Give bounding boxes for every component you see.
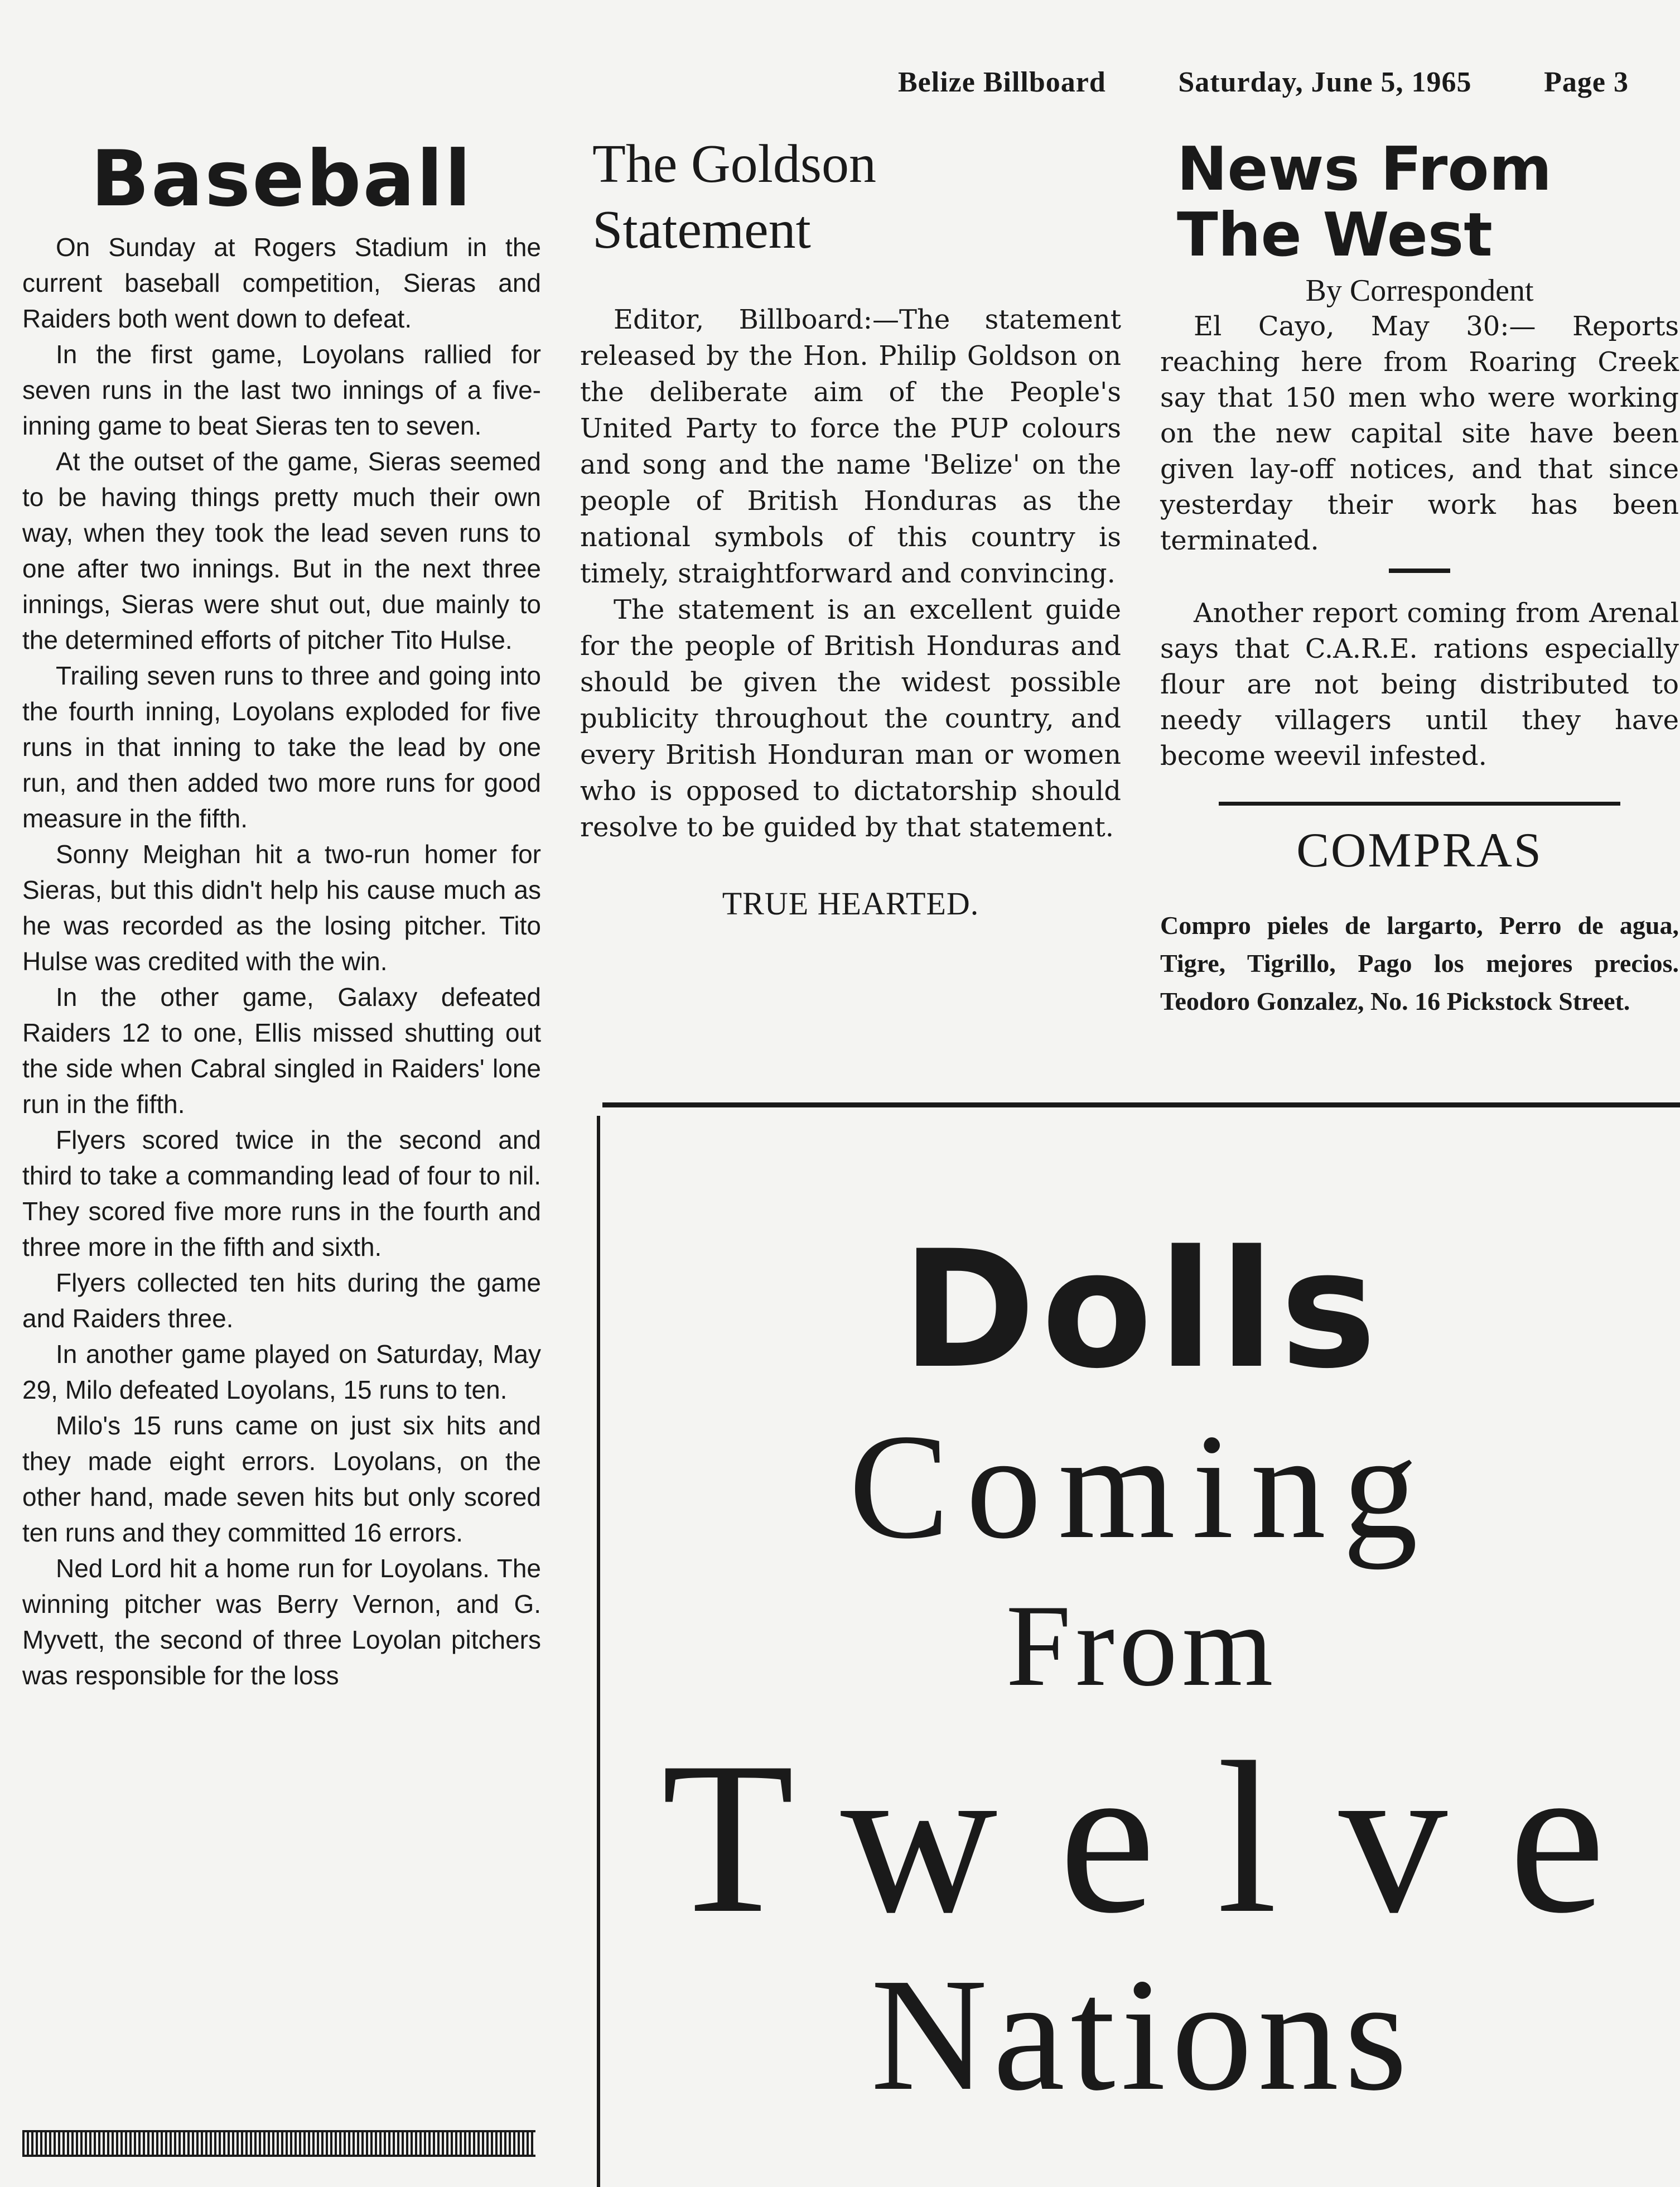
section-divider bbox=[1219, 802, 1620, 806]
ad-line-from: From bbox=[1006, 1581, 1278, 1711]
ad-line-coming: Coming bbox=[848, 1403, 1435, 1570]
ad-line-dolls: Dolls bbox=[901, 1216, 1382, 1404]
paper-name: Belize Billboard bbox=[898, 66, 1106, 98]
goldson-headline-line2: Statement bbox=[592, 200, 811, 260]
article-paragraph: At the outset of the game, Sieras seemed to be having things pretty much their own way, when they took the lead seven runs to one after two innings. But in the next three innings, Sieras were shut out, due mainly to the determined efforts of pitcher Tito Hulse. bbox=[22, 447, 541, 654]
goldson-headline-line1: The Goldson bbox=[592, 134, 876, 194]
baseball-headline: Baseball bbox=[90, 134, 473, 224]
section-divider bbox=[1389, 569, 1450, 573]
west-headline bbox=[1177, 134, 1679, 270]
ad-top-rule bbox=[602, 1102, 1680, 1107]
article-paragraph: In another game played on Saturday, May 29, Milo defeated Loyolans, 15 runs to ten. bbox=[22, 1340, 541, 1404]
compras-text: Compro pieles de largarto, Perro de agua, Tigre, Tigrillo, Pago los mejores precios. Teodoro Gonzalez, No. 16 Pickstock Street. bbox=[1160, 911, 1679, 1015]
baseball-body bbox=[22, 229, 541, 1693]
baseball-article bbox=[22, 134, 541, 1693]
ad-line-twelve: Twelve bbox=[661, 1717, 1667, 1958]
article-paragraph: Milo's 15 runs came on just six hits and they made eight errors. Loyolans, on the other hand, made seven hits but only scored ten runs and they committed 16 errors. bbox=[22, 1411, 541, 1547]
article-paragraph: El Cayo, May 30:— Reports reaching here from Roaring Creek say that 150 men who were working on the new capital site have been given lay-off notices, and that since yesterday their work has been terminated. bbox=[1160, 311, 1679, 556]
goldson-body bbox=[580, 302, 1121, 846]
west-headline-line2: The West bbox=[1177, 200, 1493, 270]
goldson-letter bbox=[580, 131, 1121, 922]
letter-signature: TRUE HEARTED. bbox=[722, 885, 979, 922]
article-paragraph: In the first game, Loyolans rallied for seven runs in the last two innings of a five-inning game to beat Sieras ten to seven. bbox=[22, 340, 541, 440]
article-paragraph: On Sunday at Rogers Stadium in the current baseball competition, Sieras and Raiders both went down to defeat. bbox=[22, 233, 541, 333]
article-paragraph: Ned Lord hit a home run for Loyolans. The winning pitcher was Berry Vernon, and G. Myvett, the second of three Loyolan pitchers was responsible for the loss bbox=[22, 1554, 541, 1690]
compras-headline: COMPRAS bbox=[1296, 823, 1543, 878]
west-body bbox=[1160, 309, 1679, 774]
dolls-advertisement bbox=[597, 1116, 1680, 2187]
article-paragraph: Flyers collected ten hits during the game and Raiders three. bbox=[22, 1268, 541, 1333]
goldson-headline bbox=[592, 131, 1121, 263]
west-headline-line1: News From bbox=[1177, 134, 1552, 204]
article-paragraph: In the other game, Galaxy defeated Raiders 12 to one, Ellis missed shutting out the side when Cabral singled in Raiders' lone run in the fifth. bbox=[22, 982, 541, 1119]
ad-line-nations: Nations bbox=[870, 1945, 1413, 2124]
compras-ad bbox=[1160, 907, 1679, 1020]
article-paragraph: Sonny Meighan hit a two-run homer for Sieras, but this didn't help his cause much as he was recorded as the losing pitcher. Tito Hulse was credited with the win. bbox=[22, 840, 541, 976]
issue-date: Saturday, June 5, 1965 bbox=[1178, 66, 1472, 98]
article-paragraph: Flyers scored twice in the second and third to take a commanding lead of four to nil. They scored five more runs in the fourth and three more in the fifth and sixth. bbox=[22, 1125, 541, 1261]
letter-paragraph: The statement is an excellent guide for the people of British Honduras and should be given the widest possible publicity throughout the country, and every British Honduran man or women who is opposed to dictatorship should resolve to be guided by that statement. bbox=[580, 594, 1121, 843]
article-paragraph: Trailing seven runs to three and going into the fourth inning, Loyolans exploded for five runs in that inning to take the lead by one run, and then added two more runs for good measure in the fifth. bbox=[22, 661, 541, 833]
masthead bbox=[898, 66, 1629, 99]
byline: By Correspondent bbox=[1305, 273, 1534, 308]
letter-paragraph: Editor, Billboard:—The statement released by the Hon. Philip Goldson on the deliberate aim of the People's United Party to force the PUP colours and song and the name 'Belize' on the people of British Honduras as the national symbols of this country is timely, straightforward and convincing. bbox=[580, 304, 1121, 589]
page-number: Page 3 bbox=[1544, 66, 1629, 98]
west-news-article bbox=[1160, 134, 1679, 1020]
article-paragraph: Another report coming from Arenal says that C.A.R.E. rations especially flour are not being distributed to needy villagers until they have become weevil infested. bbox=[1160, 598, 1679, 772]
column-divider-hatch bbox=[22, 2130, 535, 2157]
